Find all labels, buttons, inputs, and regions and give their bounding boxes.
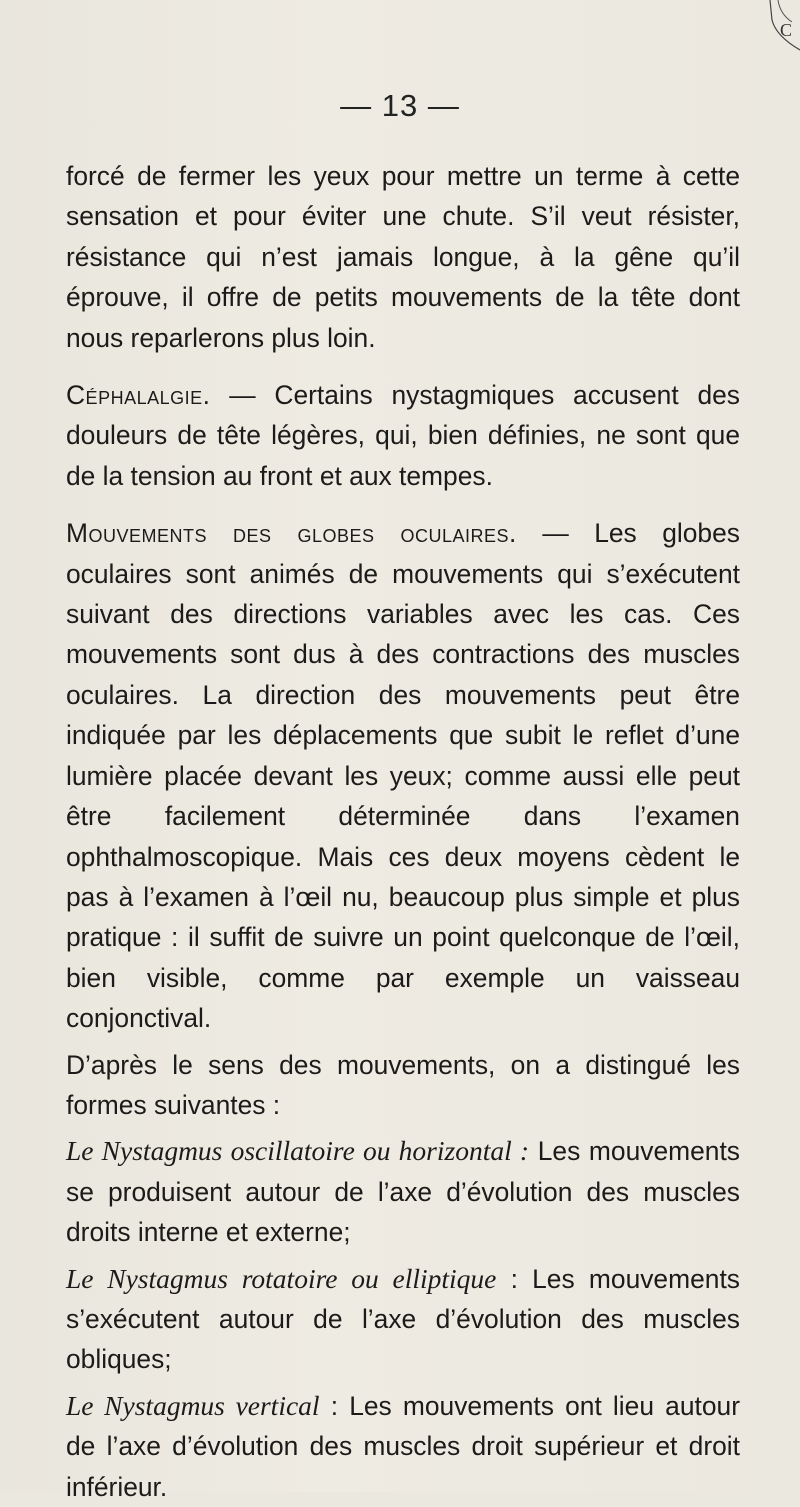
- section-heading-cephalalgie: Céphalalgie.: [66, 380, 211, 411]
- corner-curl-icon: [764, 0, 800, 52]
- term-oscillatoire: Le Nystagmus oscillatoire ou horizontal :: [66, 1135, 530, 1167]
- paragraph-oscillatoire: [66, 1131, 740, 1252]
- term-vertical: Le Nystagmus vertical: [66, 1389, 320, 1421]
- paragraph-cephalalgie: [66, 375, 740, 496]
- body-text: [66, 156, 740, 1507]
- term-rotatoire: Le Nystagmus rotatoire ou elliptique: [66, 1262, 497, 1294]
- page-number: — 13 —: [340, 88, 460, 123]
- paragraph-oscillatoire-text: Les mouvements se produisent autour de l’axe d’évolution des muscles droits interne et externe;: [66, 1136, 740, 1248]
- section-heading-mouvements: Mouvements des globes oculaires.: [66, 518, 517, 549]
- paragraph-mouvements: [66, 513, 740, 1038]
- paragraph-vertical-text: : Les mouvements ont lieu autour de l’axe d’évolution des muscles droit supérieur et droit inférieur.: [66, 1390, 740, 1502]
- paragraph-continuation: forcé de fermer les yeux pour mettre un terme à cette sensation et pour éviter une chute. S’il veut résister, résistance qui n’est jamais longue, à la gêne qu’il éprouve, il offre de petits mouvements de la tête dont nous reparlerons plus loin.: [66, 161, 740, 353]
- paragraph-vertical: [66, 1386, 740, 1507]
- paragraph-formes: D’après le sens des mouvements, on a distingué les formes suivantes :: [66, 1049, 740, 1120]
- corner-letter: C: [780, 20, 793, 40]
- paragraph-mouvements-text: — Les globes oculaires sont animés de mouvements qui s’exécutent suivant des directions variables avec les cas. Ces mouvements sont dus à des contractions des muscles oculaires. La direction des mouvements peut être indiquée par les déplacements que subit le reflet d’une lumière placée devant les yeux; comme aussi elle peut être facilement déterminée dans l’examen ophthalmoscopique. Mais ces deux moyens cèdent le pas à l’examen à l’œil nu, beaucoup plus simple et plus pratique : il suffit de suivre un point quelconque de l’œil, bien visible, comme par exemple un vaisseau conjonctival.: [66, 518, 740, 1034]
- page-corner-fragment: [764, 0, 800, 52]
- paragraph-rotatoire: [66, 1259, 740, 1380]
- paragraph-cephalalgie-text: — Certains nystagmiques accusent des douleurs de tête légères, qui, bien définies, ne sont que de la tension au front et aux tempes.: [66, 380, 740, 491]
- paragraph-rotatoire-text: : Les mouvements s’exécutent autour de l’axe d’évolution des muscles obliques;: [66, 1263, 740, 1375]
